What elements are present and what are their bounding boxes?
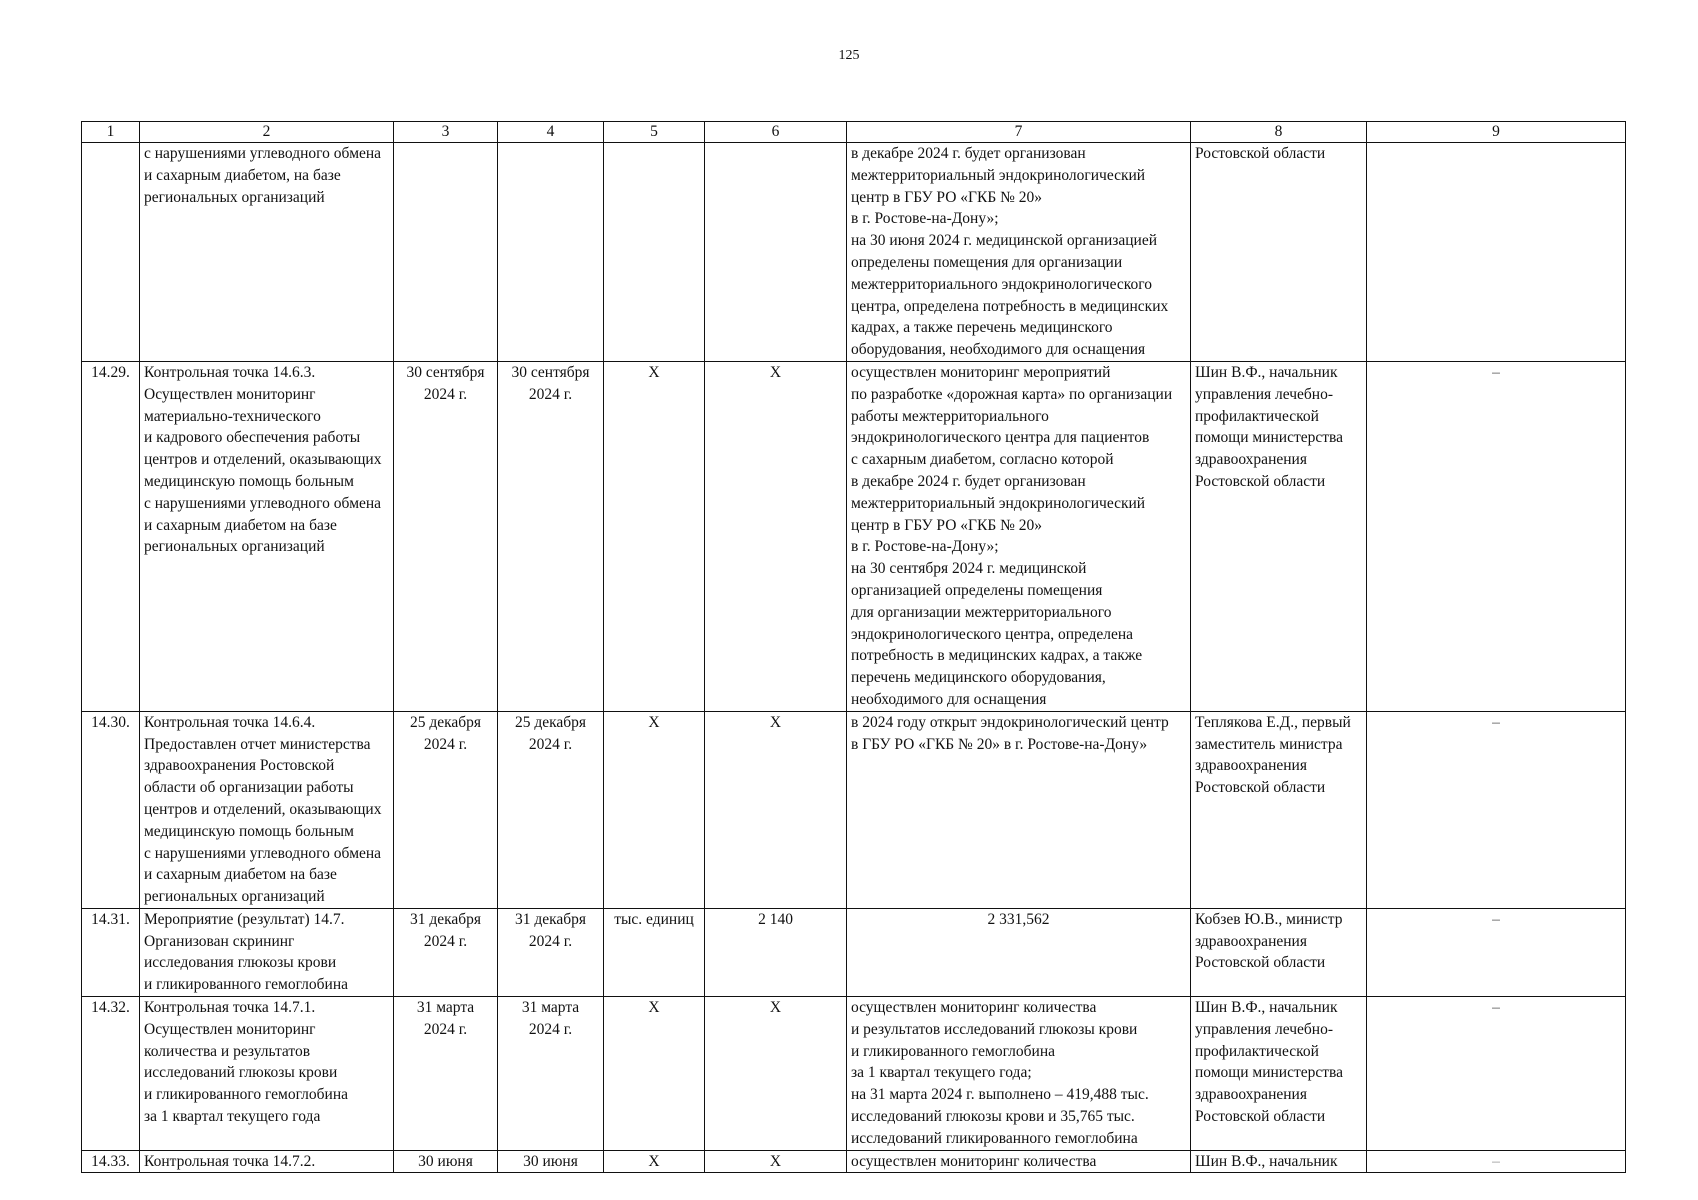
unit: Х [604,1150,705,1173]
fact-date: 31 декабря 2024 г. [498,908,604,996]
column-header: 7 [847,122,1191,143]
plan-date: 31 декабря 2024 г. [394,908,498,996]
note: – [1367,908,1626,996]
plan-value: Х [705,361,847,711]
item-name: Контрольная точка 14.6.3. Осуществлен мониторинг материально-технического и кадрового обеспечения работы центров и отделений, оказывающих медицинскую помощь больным с нарушениями углеводного обмена и сахарным диабетом на базе региональных организаций [140,361,394,711]
column-header: 3 [394,122,498,143]
responsible: Ростовской области [1191,143,1367,362]
item-name: Контрольная точка 14.7.2. [140,1150,394,1173]
column-header: 1 [82,122,140,143]
row-number [82,143,140,362]
table-row [82,908,1626,996]
table-row [82,997,1626,1151]
page-number: 125 [838,48,860,63]
responsible: Шин В.Ф., начальник управления лечебно- профилактической помощи министерства здравоохранения Ростовской области [1191,361,1367,711]
plan-value: Х [705,997,847,1151]
unit: Х [604,711,705,908]
note: – [1367,711,1626,908]
row-number: 14.32. [82,997,140,1151]
column-header: 9 [1367,122,1626,143]
fact-date [498,143,604,362]
status-text: осуществлен мониторинг количества [847,1150,1191,1173]
plan-value: 2 140 [705,908,847,996]
column-header: 6 [705,122,847,143]
responsible: Кобзев Ю.В., министр здравоохранения Ростовской области [1191,908,1367,996]
note [1367,143,1626,362]
status-text: в 2024 году открыт эндокринологический центр в ГБУ РО «ГКБ № 20» в г. Ростове-на-Дону» [847,711,1191,908]
fact-date: 25 декабря 2024 г. [498,711,604,908]
note: – [1367,997,1626,1151]
item-name: с нарушениями углеводного обмена и сахарным диабетом, на базе региональных организаций [140,143,394,362]
row-number: 14.29. [82,361,140,711]
fact-date: 30 июня [498,1150,604,1173]
column-header: 4 [498,122,604,143]
responsible: Шин В.Ф., начальник [1191,1150,1367,1173]
plan-value: Х [705,711,847,908]
report-table [81,121,1626,1173]
fact-value: 2 331,562 [847,908,1191,996]
plan-date [394,143,498,362]
fact-date: 31 марта 2024 г. [498,997,604,1151]
status-text: в декабре 2024 г. будет организован межтерриториальный эндокринологический центр в ГБУ РО «ГКБ № 20» в г. Ростове-на-Дону»; на 30 июня 2024 г. медицинской организацией определены помещения для организации межтерриториального эндокринологического центра, определена потребность в медицинских кадрах, а также перечень медицинского оборудования, необходимого для оснащения [847,143,1191,362]
plan-date: 30 сентября 2024 г. [394,361,498,711]
fact-date: 30 сентября 2024 г. [498,361,604,711]
column-header: 5 [604,122,705,143]
plan-value: Х [705,1150,847,1173]
unit: тыс. единиц [604,908,705,996]
item-name: Контрольная точка 14.6.4. Предоставлен отчет министерства здравоохранения Ростовской области об организации работы центров и отделений, оказывающих медицинскую помощь больным с нарушениями углеводного обмена и сахарным диабетом на базе региональных организаций [140,711,394,908]
plan-value [705,143,847,362]
table-row [82,361,1626,711]
row-number: 14.30. [82,711,140,908]
note: – [1367,1150,1626,1173]
plan-date: 31 марта 2024 г. [394,997,498,1151]
column-header: 8 [1191,122,1367,143]
table-row [82,711,1626,908]
unit: Х [604,361,705,711]
plan-date: 30 июня [394,1150,498,1173]
header-row [82,122,1626,143]
row-number: 14.33. [82,1150,140,1173]
row-number: 14.31. [82,908,140,996]
status-text: осуществлен мониторинг количества и результатов исследований глюкозы крови и гликированного гемоглобина за 1 квартал текущего года; на 31 марта 2024 г. выполнено – 419,488 тыс. исследований глюкозы крови и 35,765 тыс. исследований гликированного гемоглобина [847,997,1191,1151]
table-row [82,143,1626,362]
responsible: Шин В.Ф., начальник управления лечебно- профилактической помощи министерства здравоохранения Ростовской области [1191,997,1367,1151]
item-name: Мероприятие (результат) 14.7. Организован скрининг исследования глюкозы крови и гликированного гемоглобина [140,908,394,996]
table-row [82,1150,1626,1173]
plan-date: 25 декабря 2024 г. [394,711,498,908]
unit: Х [604,997,705,1151]
note: – [1367,361,1626,711]
status-text: осуществлен мониторинг мероприятий по разработке «дорожная карта» по организации работы межтерриториального эндокринологического центра для пациентов с сахарным диабетом, согласно которой в декабре 2024 г. будет организован межтерриториальный эндокринологический центр в ГБУ РО «ГКБ № 20» в г. Ростове-на-Дону»; на 30 сентября 2024 г. медицинской организацией определены помещения для организации межтерриториального эндокринологического центра, определена потребность в медицинских кадрах, а также перечень медицинского оборудования, необходимого для оснащения [847,361,1191,711]
column-header: 2 [140,122,394,143]
unit [604,143,705,362]
responsible: Теплякова Е.Д., первый заместитель министра здравоохранения Ростовской области [1191,711,1367,908]
item-name: Контрольная точка 14.7.1. Осуществлен мониторинг количества и результатов исследований глюкозы крови и гликированного гемоглобина за 1 квартал текущего года [140,997,394,1151]
